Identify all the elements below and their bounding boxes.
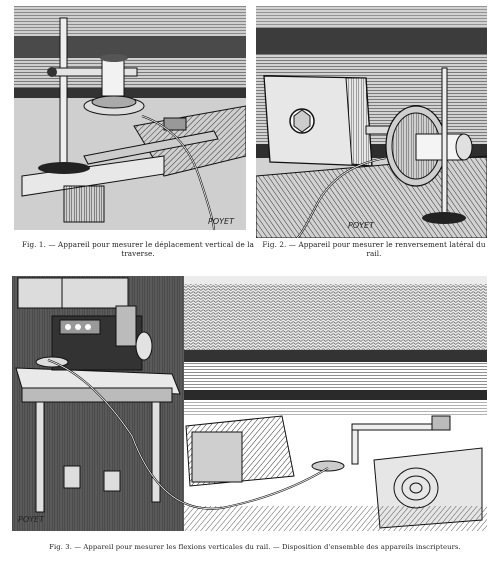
figure-2-signature: POYET xyxy=(348,221,374,230)
figure-3-signature: POYET xyxy=(18,515,44,524)
figure-1-engraving xyxy=(14,6,246,230)
figure-3-caption: Fig. 3. — Appareil pour mesurer les flexions verticales du rail. — Disposition d'ensemble des appareils inscripteurs. xyxy=(49,543,461,551)
figure-3-engraving xyxy=(12,276,487,531)
figure-2-engraving xyxy=(256,6,487,238)
figure-1-signature: POYET xyxy=(208,217,234,226)
figure-1-caption: Fig. 1. — Appareil pour mesurer le déplacement vertical de la traverse. xyxy=(21,240,255,258)
figure-2-caption: Fig. 2. — Appareil pour mesurer le renversement latéral du rail. xyxy=(262,240,486,258)
